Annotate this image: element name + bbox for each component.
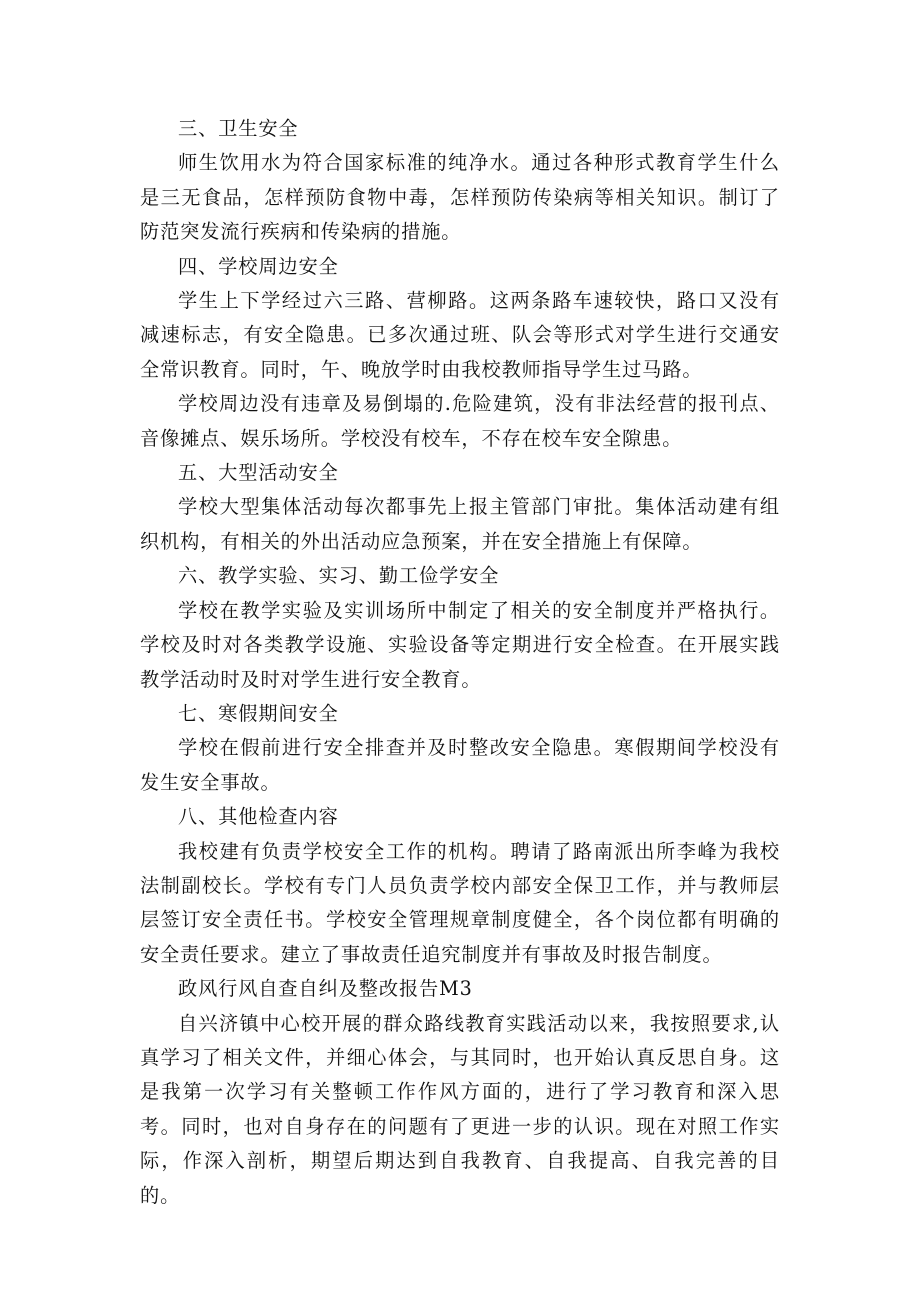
paragraph-large-activities: 学校大型集体活动每次都事先上报主管部门审批。集体活动建有组织机构，有相关的外出活动应急预案，并在安全措施上有保障。 (140, 495, 780, 553)
section-heading-large-activities: 五、大型活动安全 (178, 461, 339, 485)
report-title: 政风行风自查自纠及整改报告M3 (178, 977, 473, 1001)
section-heading-school-surroundings: 四、学校周边安全 (178, 254, 339, 278)
section-heading-other-inspections: 八、其他检查内容 (178, 805, 339, 829)
paragraph-hygiene-safety: 师生饮用水为符合国家标准的纯净水。通过各种形式教育学生什么是三无食品，怎样预防食物中毒，怎样预防传染病等相关知识。制订了防范突发流行疾病和传染病的措施。 (140, 151, 780, 244)
section-heading-winter-vacation: 七、寒假期间安全 (178, 701, 339, 725)
section-heading-teaching-experiments: 六、教学实验、实习、勤工俭学安全 (178, 564, 500, 588)
paragraph-winter-vacation: 学校在假前进行安全排查并及时整改安全隐患。寒假期间学校没有发生安全事故。 (140, 736, 780, 794)
paragraph-traffic-safety: 学生上下学经过六三路、营柳路。这两条路车速较快，路口又没有减速标志，有安全隐患。已多次通过班、队会等形式对学生进行交通安全常识教育。同时，午、晚放学时由我校教师指导学生过马路。 (140, 289, 780, 381)
paragraph-surrounding-buildings: 学校周边没有违章及易倒塌的.危险建筑，没有非法经营的报刊点、音像摊点、娱乐场所。学校没有校车，不存在校车安全隙患。 (140, 392, 780, 450)
document-body (140, 112, 780, 1213)
paragraph-other-inspections: 我校建有负责学校安全工作的机构。聘请了路南派出所李峰为我校法制副校长。学校有专门人员负责学校内部安全保卫工作，并与教师层层签订安全责任书。学校安全管理规章制度健全，各个岗位都有明确的安全责任要求。建立了事故责任追究制度并有事故及时报告制度。 (140, 839, 780, 966)
paragraph-teaching-experiments: 学校在教学实验及实训场所中制定了相关的安全制度并严格执行。学校及时对各类教学设施、实验设备等定期进行安全检查。在开展实践教学活动时及时对学生进行安全教育。 (140, 598, 780, 691)
paragraph-report-intro: 自兴济镇中心校开展的群众路线教育实践活动以来，我按照要求,认真学习了相关文件，并细心体会，与其同时，也开始认真反思自身。这是我第一次学习有关整顿工作作风方面的，进行了学习教育和深入思考。同时，也对自身存在的问题有了更进一步的认识。现在对照工作实际，作深入剖析，期望后期达到自我教育、自我提高、自我完善的目的。 (140, 1011, 780, 1207)
section-heading-hygiene-safety: 三、卫生安全 (178, 117, 299, 140)
